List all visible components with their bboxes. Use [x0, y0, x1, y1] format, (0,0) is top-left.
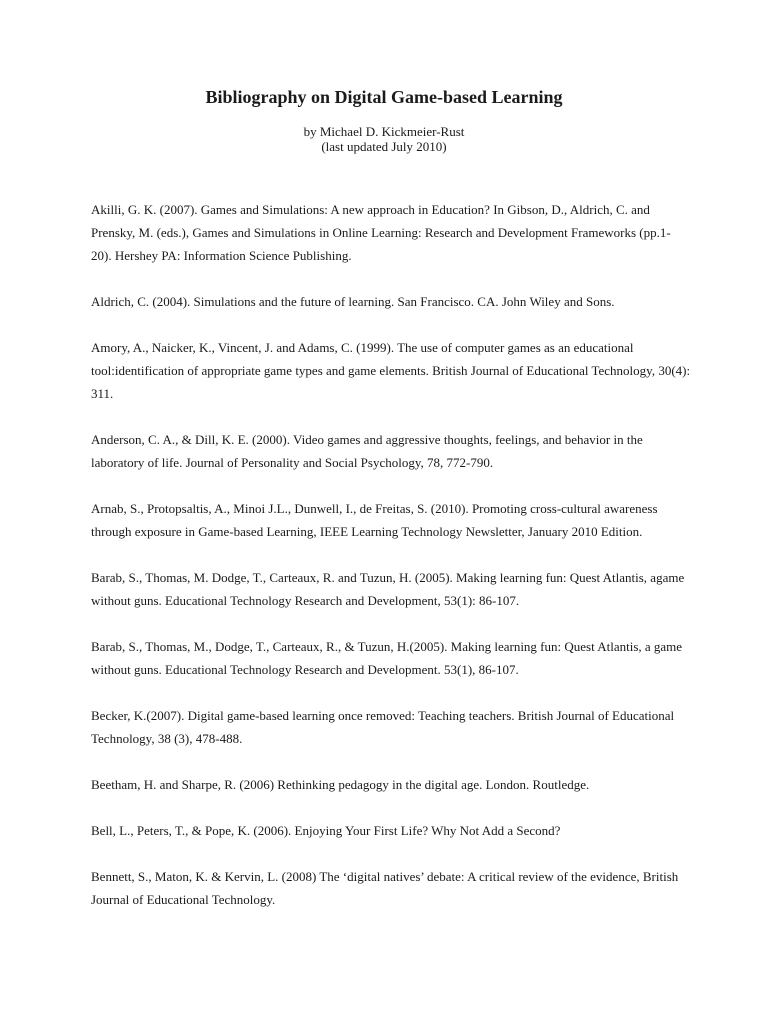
bibliography-entry: Arnab, S., Protopsaltis, A., Minoi J.L., Dunwell, I., de Freitas, S. (2010). Promoting cross-cultural awareness through exposure in Game-based Learning, IEEE Learning Technology Newsletter, January 2010 Edition.	[91, 501, 658, 539]
bibliography-entry: Amory, A., Naicker, K., Vincent, J. and Adams, C. (1999). The use of computer games as an educational tool:identification of appropriate game types and game elements. British Journal of Educational Technology, 30(4): 311.	[91, 340, 691, 401]
author-line: by Michael D. Kickmeier-Rust	[303, 124, 465, 139]
bibliography-entry: Anderson, C. A., & Dill, K. E. (2000). Video games and aggressive thoughts, feelings, and behavior in the laboratory of life. Journal of Personality and Social Psychology, 78, 772-790.	[91, 432, 643, 470]
bibliography-entry: Akilli, G. K. (2007). Games and Simulations: A new approach in Education? In Gibson, D., Aldrich, C. and Prensky, M. (eds.), Games and Simulations in Online Learning: Research and Development Frameworks (pp.1-20). Hershey PA: Information Science Publishing.	[91, 202, 671, 263]
bibliography-entry: Becker, K.(2007). Digital game-based learning once removed: Teaching teachers. British Journal of Educational Technology, 38 (3), 478-488.	[91, 708, 675, 746]
bibliography-entry: Beetham, H. and Sharpe, R. (2006) Rethinking pedagogy in the digital age. London. Routledge.	[91, 777, 590, 792]
bibliography-entry: Bell, L., Peters, T., & Pope, K. (2006). Enjoying Your First Life? Why Not Add a Second?	[91, 823, 561, 838]
bibliography-entry: Barab, S., Thomas, M. Dodge, T., Carteaux, R. and Tuzun, H. (2005). Making learning fun: Quest Atlantis, agame without guns. Educational Technology Research and Development, 53(1): 86-107.	[91, 570, 685, 608]
bibliography-entry: Barab, S., Thomas, M., Dodge, T., Carteaux, R., & Tuzun, H.(2005). Making learning fun: Quest Atlantis, a game without guns. Educational Technology Research and Development. 53(1), 86-107.	[91, 639, 683, 677]
page-title: Bibliography on Digital Game-based Learning	[205, 87, 563, 107]
bibliography-entry: Aldrich, C. (2004). Simulations and the future of learning. San Francisco. CA. John Wiley and Sons.	[91, 294, 615, 309]
updated-line: (last updated July 2010)	[321, 139, 447, 154]
bibliography-entry: Bennett, S., Maton, K. & Kervin, L. (2008) The ‘digital natives’ debate: A critical review of the evidence, British Journal of Educational Technology.	[91, 869, 679, 907]
byline	[0, 124, 768, 154]
bibliography-list	[91, 198, 691, 934]
